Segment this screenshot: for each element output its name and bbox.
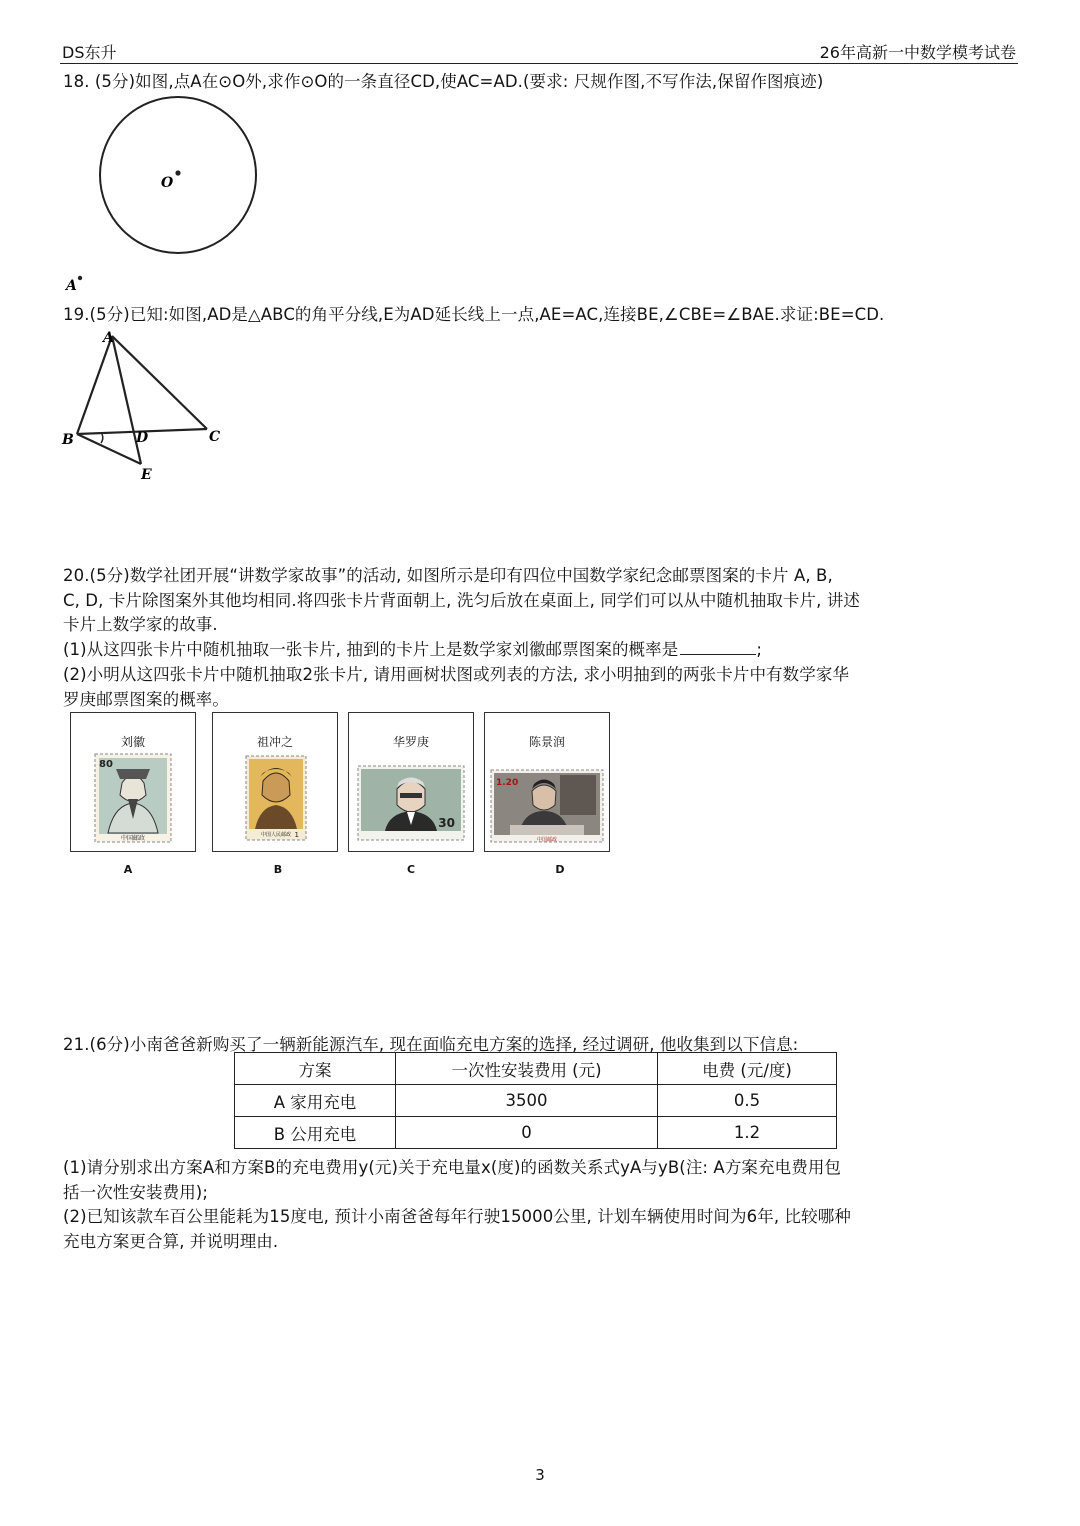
table-cell: 1.2 xyxy=(658,1117,837,1149)
table-cell: 0.5 xyxy=(658,1085,837,1117)
label-c: C xyxy=(209,429,221,445)
center-point xyxy=(175,170,180,175)
q20-part2-line1: (2)小明从这四张卡片中随机抽取2张卡片, 请用画树状图或列表的方法, 求小明抽到的两张卡片中有数学家华 xyxy=(63,665,850,684)
label-d: D xyxy=(136,430,149,446)
stamp-value: 1 xyxy=(294,831,299,839)
card-c xyxy=(348,712,474,852)
label-e: E xyxy=(141,467,152,483)
answer-blank xyxy=(680,640,756,655)
q20-line3: 卡片上数学家的故事. xyxy=(63,615,218,634)
card-d xyxy=(484,712,610,852)
portrait-glasses xyxy=(400,793,422,798)
table-cell: 0 xyxy=(396,1117,658,1149)
q20-line1: 20.(5分)数学社团开展“讲数学家故事”的活动, 如图所示是印有四位中国数学家纪念邮票图案的卡片 A, B, xyxy=(63,566,833,585)
label-a: A xyxy=(103,330,114,346)
table-cell: A 家用充电 xyxy=(235,1085,396,1117)
q20-part1-end: ; xyxy=(756,640,763,659)
stamp-caption: 中国人民邮政 xyxy=(260,832,292,838)
stamp-caption: 中国邮政 xyxy=(120,835,146,842)
stamp-value: 30 xyxy=(438,816,455,830)
segment-be xyxy=(77,434,141,464)
portrait-hat xyxy=(116,769,150,779)
stamp-value: 1.20 xyxy=(496,778,519,788)
stamp-chenjingrun xyxy=(490,769,604,843)
stamp-liuhui xyxy=(94,753,172,843)
q20-part2-line2: 罗庚邮票图案的概率。 xyxy=(63,690,229,709)
desk xyxy=(510,825,584,835)
portrait-face xyxy=(532,785,556,810)
stamp-value: 80 xyxy=(99,759,113,770)
q21-part2-line2: 充电方案更合算, 并说明理由. xyxy=(63,1232,279,1251)
table-row xyxy=(235,1085,837,1117)
card-name: 祖冲之 xyxy=(256,735,293,749)
label-b: B xyxy=(62,432,74,448)
card-letter-a: A xyxy=(123,863,133,876)
point-a xyxy=(78,276,82,280)
header-left: DS东升 xyxy=(62,43,117,62)
q21-intro: 21.(6分)小南爸爸新购买了一辆新能源汽车, 现在面临充电方案的选择, 经过调研, 他收集到以下信息: xyxy=(63,1035,799,1054)
card-name: 华罗庚 xyxy=(392,735,429,749)
table-header: 方案 xyxy=(235,1053,396,1085)
table-header-row xyxy=(235,1053,837,1085)
label-a: A xyxy=(66,278,77,294)
stamp-caption: 中国邮政 xyxy=(536,837,558,843)
card-letter-c: C xyxy=(406,863,416,876)
q19-figure xyxy=(58,324,238,486)
q20-part1-text: (1)从这四张卡片中随机抽取一张卡片, 抽到的卡片上是数学家刘徽邮票图案的概率是 xyxy=(63,640,679,659)
q21-part1-line1: (1)请分别求出方案A和方案B的充电费用y(元)关于充电量x(度)的函数关系式yA与yB(注: A方案充电费用包 xyxy=(63,1158,842,1177)
q20-part1 xyxy=(63,636,762,660)
card-letter-d: D xyxy=(555,863,565,876)
bookshelf xyxy=(560,775,596,815)
page-number: 3 xyxy=(535,1466,545,1484)
angle-mark xyxy=(101,434,103,443)
stamp-zuchongzhi xyxy=(245,755,307,841)
q18-figure xyxy=(60,95,300,295)
header-rule xyxy=(60,63,1018,64)
card-b xyxy=(212,712,338,852)
q18-text: 18. (5分)如图,点A在⊙O外,求作⊙O的一条直径CD,使AC=AD.(要求: 尺规作图,不写作法,保留作图痕迹) xyxy=(63,72,824,91)
segment-ab xyxy=(77,336,112,434)
q19-text: 19.(5分)已知:如图,AD是△ABC的角平分线,E为AD延长线上一点,AE=AC,连接BE,∠CBE=∠BAE.求证:BE=CD. xyxy=(63,305,885,324)
table-header: 电费 (元/度) xyxy=(658,1053,837,1085)
card-name: 刘徽 xyxy=(120,735,145,749)
table-row xyxy=(235,1117,837,1149)
card-name: 陈景润 xyxy=(528,735,565,749)
table-cell: 3500 xyxy=(396,1085,658,1117)
q21-part1-line2: 括一次性安装费用); xyxy=(63,1183,208,1202)
portrait-face xyxy=(262,773,290,802)
card-a xyxy=(70,712,196,852)
q20-line2: C, D, 卡片除图案外其他均相同.将四张卡片背面朝上, 洗匀后放在桌面上, 同学们可以从中随机抽取卡片, 讲述 xyxy=(63,591,861,610)
header-right: 26年高新一中数学模考试卷 xyxy=(819,43,1016,62)
q21-part2-line1: (2)已知该款车百公里能耗为15度电, 预计小南爸爸每年行驶15000公里, 计划车辆使用时间为6年, 比较哪种 xyxy=(63,1207,851,1226)
label-o: O xyxy=(161,175,174,191)
stamp-hualuogeng xyxy=(357,765,465,841)
card-letter-b: B xyxy=(273,863,283,876)
segment-ac xyxy=(112,336,207,429)
table-cell: B 公用充电 xyxy=(235,1117,396,1149)
table-header: 一次性安装费用 (元) xyxy=(396,1053,658,1085)
fee-table xyxy=(234,1052,837,1149)
